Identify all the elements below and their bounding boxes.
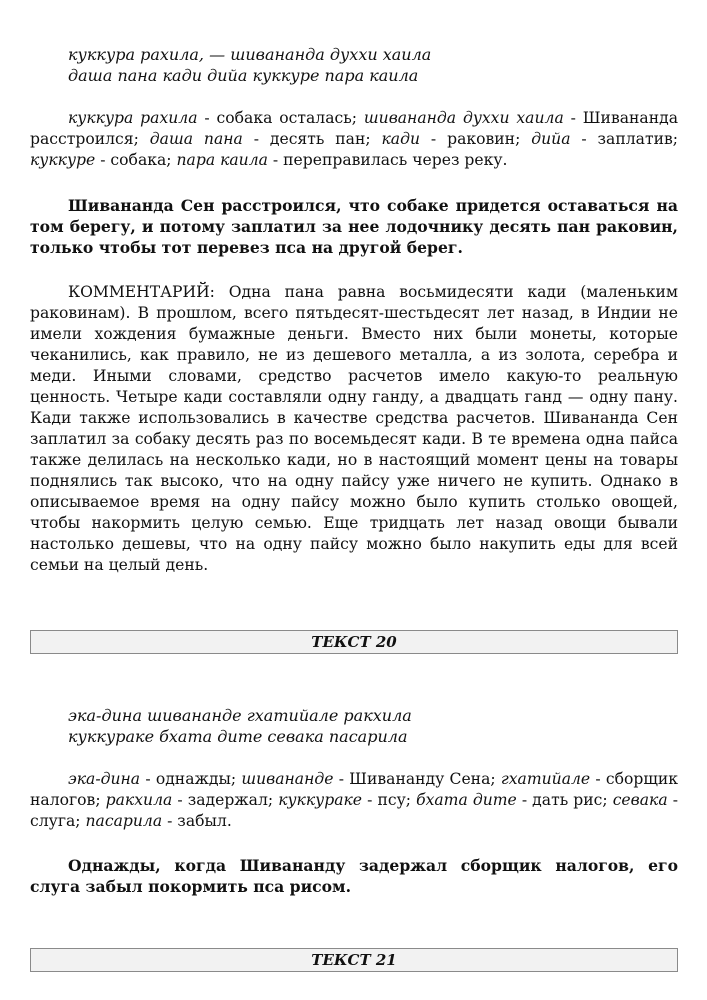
- synonym-meaning: - слуга;: [30, 791, 678, 830]
- verse-line: куккураке бхата дите севака пасарила: [68, 727, 408, 746]
- verse-line: даша пана кади дийа куккуре пара каила: [68, 66, 419, 85]
- synonym-term: ракхила: [105, 791, 173, 809]
- synonym-term: кади: [381, 130, 421, 148]
- commentary-19: КОММЕНТАРИЙ: Одна пана равна восьмидесяти кади (маленьким раковинам). В прошлом, всего пятьдесят-шестьдесят лет назад, в Индии не имели хождения бумажные деньги. Вместо них были монеты, которые чеканились, как правило, не из дешевого металла, а из золота, серебра и меди. Иными словами, средство расчетов имело какую-то реальную ценность. Четыре кади составляли одну ганду, а двадцать ганд — одну пану. Кади также использовались в качестве средства расчетов. Шивананда Сен заплатил за собаку десять раз по восемьдесят кади. В те времена одна пайса также делилась на несколько кади, но в настоящий момент цены на товары поднялись так высоко, что на одну пайсу уже ничего не купить. Однако в описываемое время на одну пайсу можно было купить столько овощей, чтобы накормить целую семью. Еще тридцать лет назад овощи бывали настолько дешевы, что на одну пайсу можно было накупить еды для всей семьи на целый день.: [30, 283, 678, 574]
- synonym-term: куккураке: [278, 791, 363, 809]
- synonym-term: куккура рахила: [68, 109, 198, 127]
- synonym-term: даша пана: [149, 130, 243, 148]
- synonym-meaning: - переправилась через реку.: [267, 151, 508, 169]
- text-21-header: ТЕКСТ 21: [30, 948, 678, 972]
- synonym-meaning: - заплатив;: [570, 130, 678, 148]
- synonym-meaning: - сборщик налогов;: [30, 770, 678, 809]
- synonym-term: куккуре: [30, 151, 96, 169]
- synonym-meaning: - собака осталась;: [197, 109, 364, 127]
- verse-line: куккура рахила, — шивананда духхи хаила: [68, 45, 432, 64]
- synonym-term: пасарила: [85, 812, 163, 830]
- synonym-meaning: - однажды;: [140, 770, 242, 788]
- synonym-meaning: - собака;: [95, 151, 177, 169]
- synonym-term: дийа: [531, 130, 571, 148]
- synonym-term: эка-дина: [68, 770, 141, 788]
- synonym-meaning: - псу;: [362, 791, 417, 809]
- verse-line: эка-дина шивананде гхатийале ракхила: [68, 706, 412, 725]
- verse-19: [68, 44, 431, 86]
- translation-19: Шивананда Сен расстроился, что собаке придется оставаться на том берегу, и потому заплатил за нее лодочнику десять пан раковин, только чтобы тот перевез пса на другой берег.: [30, 196, 678, 257]
- synonym-term: пара каила: [176, 151, 268, 169]
- synonym-term: севака: [612, 791, 668, 809]
- translation-20: Однажды, когда Шивананду задержал сборщик налогов, его слуга забыл покормить пса рисом.: [30, 856, 678, 896]
- synonym-term: гхатийале: [500, 770, 591, 788]
- synonyms-20: [30, 769, 678, 832]
- synonym-meaning: - дать рис;: [516, 791, 613, 809]
- synonym-meaning: - Шивананда расстроился;: [30, 109, 679, 148]
- synonym-meaning: - забыл.: [162, 812, 232, 830]
- synonym-meaning: - задержал;: [172, 791, 279, 809]
- synonyms-19: [30, 108, 678, 171]
- synonym-term: шивананда духхи хаила: [363, 109, 564, 127]
- synonym-meaning: - десять пан;: [242, 130, 382, 148]
- text-20-header: ТЕКСТ 20: [30, 630, 678, 654]
- synonym-meaning: - Шивананду Сена;: [333, 770, 501, 788]
- verse-20: [68, 705, 412, 747]
- synonym-meaning: - раковин;: [420, 130, 532, 148]
- synonym-term: бхата дите: [416, 791, 517, 809]
- synonym-term: шивананде: [241, 770, 334, 788]
